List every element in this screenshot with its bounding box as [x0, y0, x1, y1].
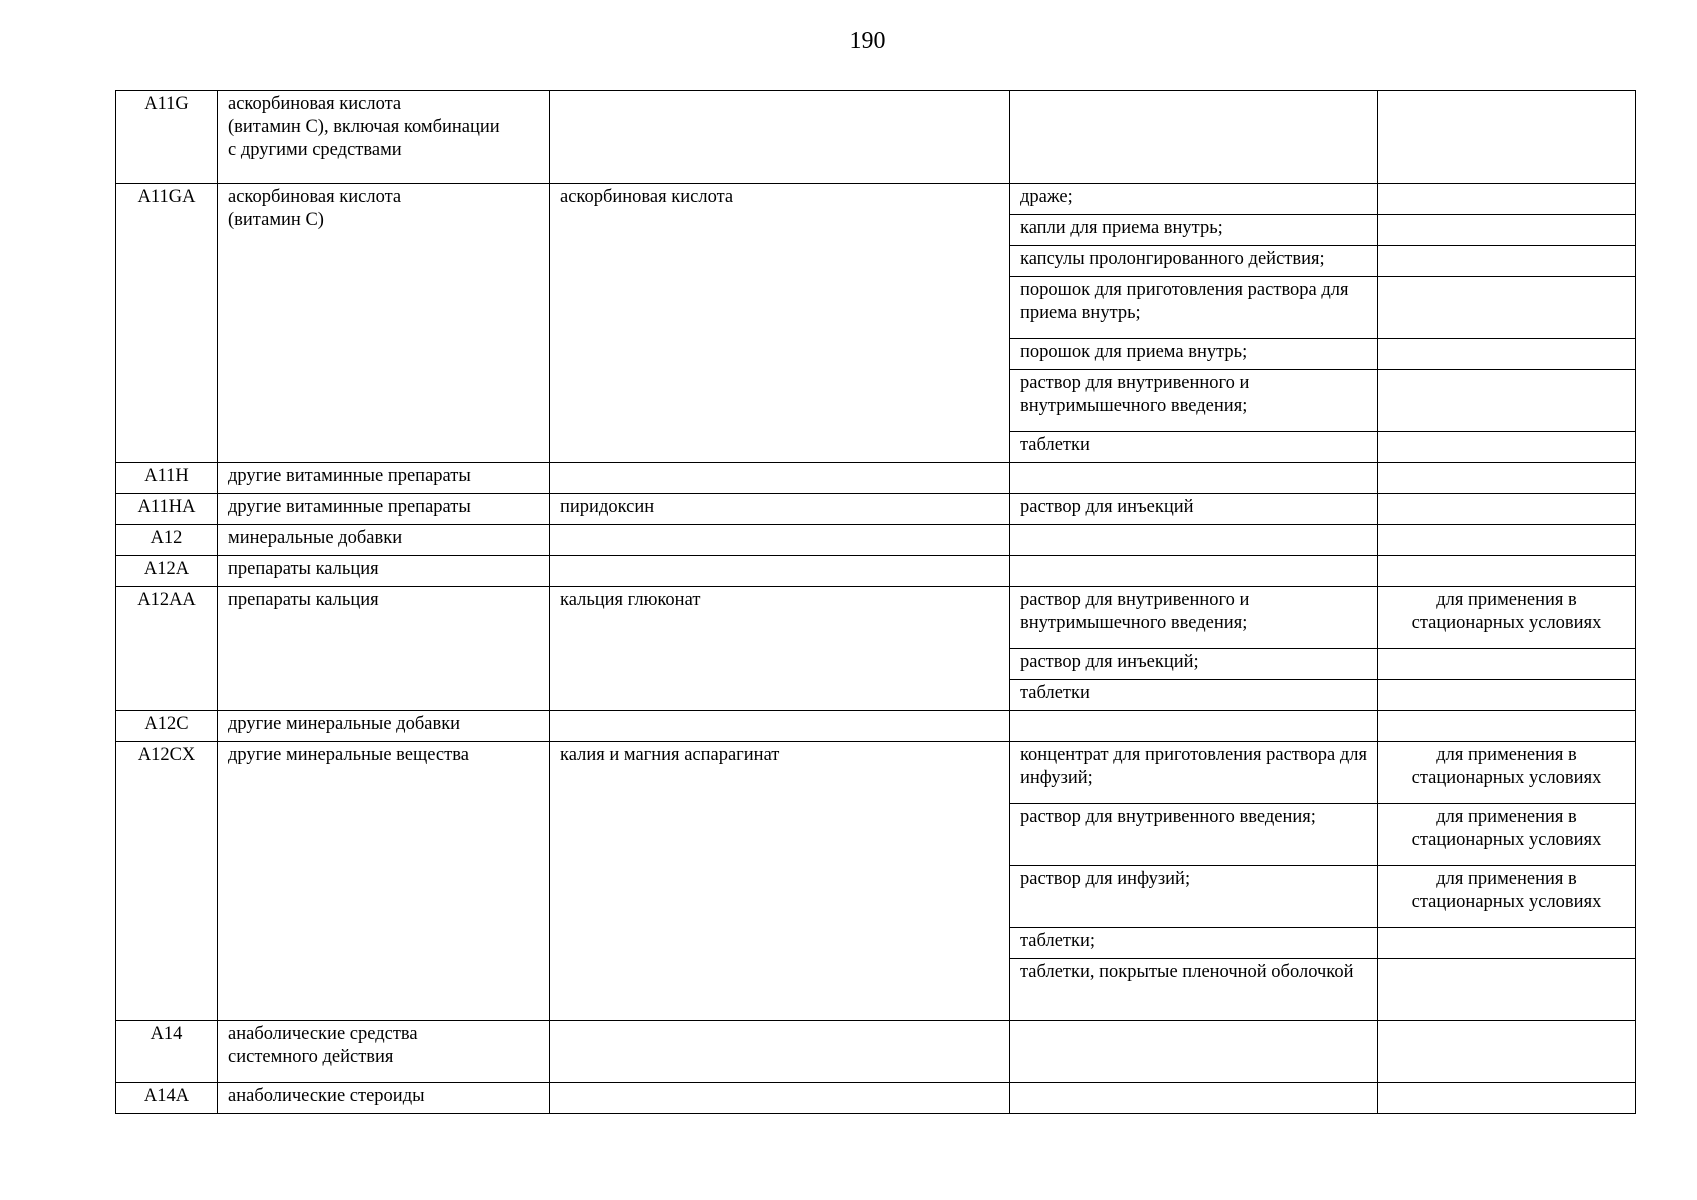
- usage-condition: [1378, 525, 1636, 556]
- table-row: [116, 1083, 1636, 1114]
- dosage-form: таблетки;: [1010, 928, 1378, 959]
- usage-condition: [1378, 711, 1636, 742]
- page-number: 190: [849, 28, 886, 54]
- dosage-form: таблетки: [1010, 432, 1378, 463]
- usage-condition: [1378, 556, 1636, 587]
- usage-condition: [1378, 494, 1636, 525]
- atc-description: другие минеральные добавки: [218, 711, 550, 742]
- dosage-form: драже;: [1010, 184, 1378, 215]
- atc-description: аскорбиновая кислота (витамин С), включая комбинации с другими средствами: [218, 91, 550, 184]
- atc-description: другие минеральные вещества: [218, 742, 550, 1021]
- atc-code: A12CX: [116, 742, 218, 1021]
- dosage-form: таблетки, покрытые пленочной оболочкой: [1010, 959, 1378, 1021]
- usage-condition: [1378, 432, 1636, 463]
- dosage-form: [1010, 711, 1378, 742]
- table-row: [116, 494, 1636, 525]
- dosage-form: раствор для инфузий;: [1010, 866, 1378, 928]
- dosage-form: раствор для внутривенного и внутримышечного введения;: [1010, 587, 1378, 649]
- table-row: [116, 184, 1636, 215]
- dosage-form: капли для приема внутрь;: [1010, 215, 1378, 246]
- drug-name: [550, 711, 1010, 742]
- usage-condition: [1378, 246, 1636, 277]
- atc-description: препараты кальция: [218, 556, 550, 587]
- usage-condition: [1378, 277, 1636, 339]
- atc-code: A14A: [116, 1083, 218, 1114]
- table-row: [116, 742, 1636, 804]
- dosage-form: [1010, 463, 1378, 494]
- atc-description: анаболические стероиды: [218, 1083, 550, 1114]
- atc-code: A12C: [116, 711, 218, 742]
- drug-name: пиридоксин: [550, 494, 1010, 525]
- atc-description: минеральные добавки: [218, 525, 550, 556]
- drug-name: [550, 1021, 1010, 1083]
- usage-condition: [1378, 680, 1636, 711]
- drug-name: кальция глюконат: [550, 587, 1010, 711]
- table-row: [116, 587, 1636, 649]
- dosage-form: концентрат для приготовления раствора для инфузий;: [1010, 742, 1378, 804]
- usage-condition: [1378, 1021, 1636, 1083]
- table-row: [116, 91, 1636, 184]
- atc-code: A11G: [116, 91, 218, 184]
- atc-description: аскорбиновая кислота (витамин С): [218, 184, 550, 463]
- dosage-form: [1010, 1021, 1378, 1083]
- drug-name: [550, 463, 1010, 494]
- dosage-form: [1010, 525, 1378, 556]
- usage-condition: [1378, 184, 1636, 215]
- atc-code: A11HA: [116, 494, 218, 525]
- dosage-form: раствор для инъекций;: [1010, 649, 1378, 680]
- drug-name: калия и магния аспарагинат: [550, 742, 1010, 1021]
- drug-name: аскорбиновая кислота: [550, 184, 1010, 463]
- usage-condition: [1378, 339, 1636, 370]
- drug-table: [115, 90, 1636, 1114]
- drug-name: [550, 91, 1010, 184]
- atc-code: A11GA: [116, 184, 218, 463]
- table-row: [116, 556, 1636, 587]
- drug-name: [550, 556, 1010, 587]
- table-row: [116, 463, 1636, 494]
- usage-condition: [1378, 463, 1636, 494]
- dosage-form: раствор для внутривенного введения;: [1010, 804, 1378, 866]
- drug-name: [550, 525, 1010, 556]
- dosage-form: раствор для внутривенного и внутримышечного введения;: [1010, 370, 1378, 432]
- table-row: [116, 711, 1636, 742]
- drug-name: [550, 1083, 1010, 1114]
- usage-condition: [1378, 215, 1636, 246]
- dosage-form: порошок для приема внутрь;: [1010, 339, 1378, 370]
- usage-condition: для применения в стационарных условиях: [1378, 742, 1636, 804]
- atc-description: анаболические средства системного действия: [218, 1021, 550, 1083]
- dosage-form: [1010, 556, 1378, 587]
- usage-condition: для применения в стационарных условиях: [1378, 866, 1636, 928]
- atc-description: другие витаминные препараты: [218, 463, 550, 494]
- atc-code: A12A: [116, 556, 218, 587]
- dosage-form: [1010, 91, 1378, 184]
- table-row: [116, 525, 1636, 556]
- usage-condition: [1378, 1083, 1636, 1114]
- usage-condition: [1378, 959, 1636, 1021]
- atc-code: A12: [116, 525, 218, 556]
- atc-code: A11H: [116, 463, 218, 494]
- usage-condition: для применения в стационарных условиях: [1378, 587, 1636, 649]
- dosage-form: раствор для инъекций: [1010, 494, 1378, 525]
- usage-condition: [1378, 928, 1636, 959]
- dosage-form: таблетки: [1010, 680, 1378, 711]
- dosage-form: [1010, 1083, 1378, 1114]
- usage-condition: [1378, 649, 1636, 680]
- dosage-form: капсулы пролонгированного действия;: [1010, 246, 1378, 277]
- table-row: [116, 1021, 1636, 1083]
- usage-condition: [1378, 370, 1636, 432]
- atc-description: препараты кальция: [218, 587, 550, 711]
- atc-description: другие витаминные препараты: [218, 494, 550, 525]
- atc-code: A14: [116, 1021, 218, 1083]
- atc-code: A12AA: [116, 587, 218, 711]
- dosage-form: порошок для приготовления раствора для приема внутрь;: [1010, 277, 1378, 339]
- usage-condition: [1378, 91, 1636, 184]
- usage-condition: для применения в стационарных условиях: [1378, 804, 1636, 866]
